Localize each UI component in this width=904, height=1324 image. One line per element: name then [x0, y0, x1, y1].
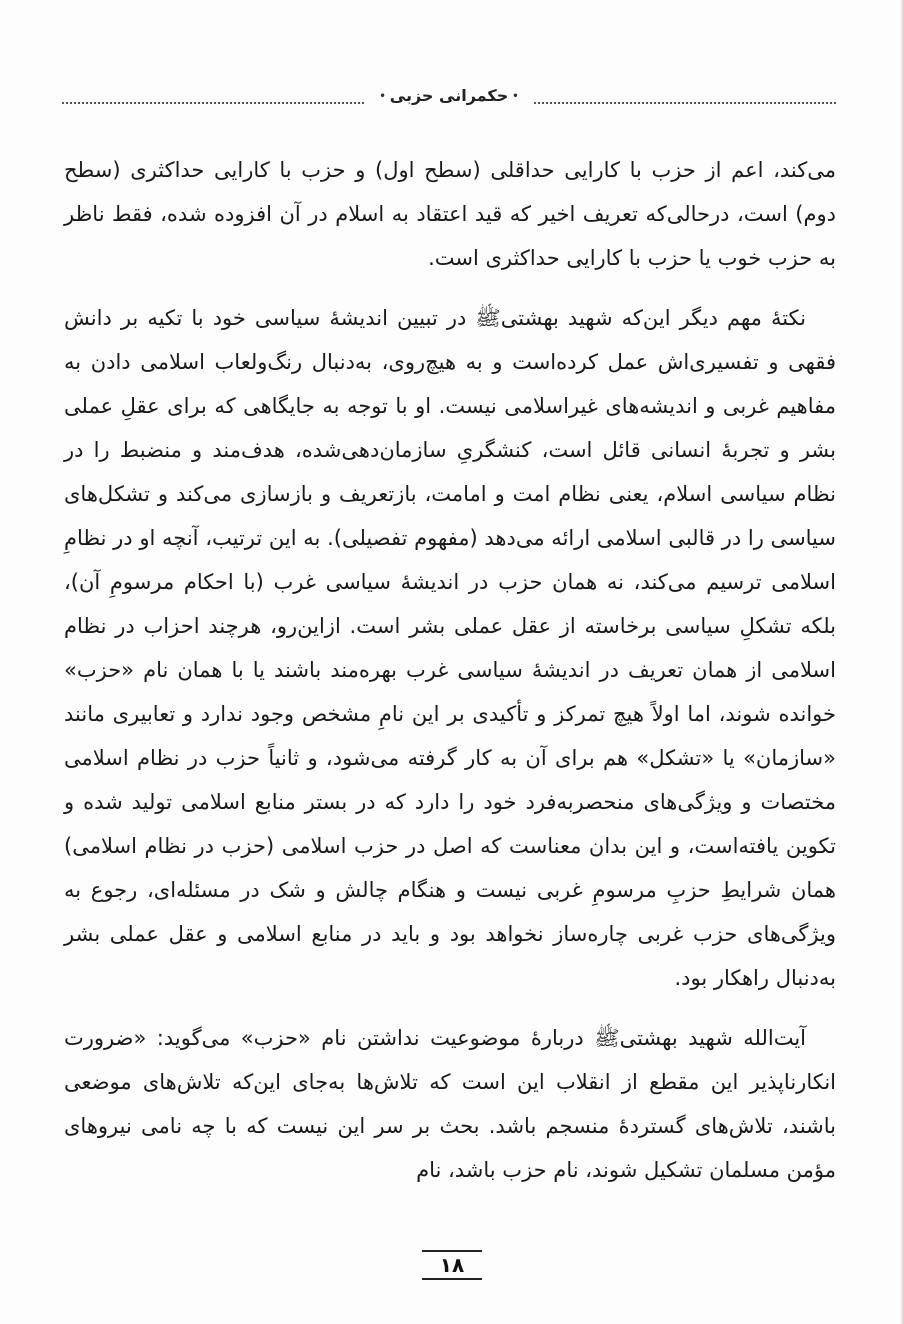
- page-edge-shadow: [900, 0, 904, 1324]
- paragraph-continuation: می‌کند، اعم از حزب با کارایی حداقلی (سطح اول) و حزب با کارایی حداکثری (سطح دوم) است، درحالی‌که تعریف اخیر که قید اعتقاد به اسلام در آن افزوده شده، فقط ناظر به حزب خوب یا حزب با کارایی حداکثری است.: [64, 158, 836, 270]
- page-footer: [0, 1250, 904, 1280]
- ornament-icon: •: [512, 91, 519, 102]
- page-number: ۱۸: [422, 1250, 482, 1280]
- running-header: [62, 84, 836, 114]
- paragraph: نکتۀ مهم دیگر این‌که شهید بهشتیﷺ در تبیین اندیشۀ سیاسی خود با تکیه بر دانش فقهی و تفسیری‌اش عمل کرده‌است و به هیچ‌روی، به‌دنبال رنگ‌ولعاب اسلامی دادن به مفاهیم غربی و اندیشه‌های غیراسلامی نیست. او با توجه به جایگاهی که برای عقلِ عملی بشر و تجربۀ انسانی قائل است، کنشگریِ سازمان‌دهی‌شده، هدف‌مند و منضبط را در نظام سیاسی اسلام، یعنی نظام امت و امامت، بازتعریف و بازسازی می‌کند و تشکل‌های سیاسی را در قالبی اسلامی ارائه می‌دهد (مفهوم تفصیلی). به این ترتیب، آنچه او در نظامِ اسلامی ترسیم می‌کند، نه همان حزب در اندیشۀ سیاسی غرب (با احکام مرسومِ آن)، بلکه تشکلِ سیاسی برخاسته از عقل عملی بشر است. ازاین‌رو، هرچند احزاب در نظام اسلامی از همان تعریف در اندیشۀ سیاسی غرب بهره‌مند باشند یا با همان نام «حزب» خوانده شوند، اما اولاً هیچ تمرکز و تأکیدی بر این نامِ مشخص وجود ندارد و تعابیری مانند «سازمان» یا «تشکل» هم برای آن به کار گرفته می‌شود، و ثانیاً حزب در نظام اسلامی مختصات و ویژگی‌های منحصربه‌فرد خود را دارد که در بستر منابع اسلامی تولید شده و تکوین یافته‌است، و این بدان معناست که اصل در حزب اسلامی (حزب در نظام اسلامی) همان شرایطِ حزبِ مرسومِ غربی نیست و هنگام چالش و شک در مسئله‌ای، رجوع به ویژگی‌های حزب غربی چاره‌ساز نخواهد بود و باید در منابع اسلامی و عقل عملی بشر به‌دنبال راهکار بود.: [64, 306, 836, 990]
- ornament-icon: •: [379, 91, 386, 102]
- body-text: [64, 148, 836, 1192]
- header-title-group: [365, 86, 532, 105]
- running-title: حکمرانی حزبی: [389, 86, 509, 105]
- paragraph: آیت‌الله شهید بهشتیﷺ دربارۀ موضوعیت نداشتن نام «حزب» می‌گوید: «ضرورت انکارناپذیر این مقطع از انقلاب این است که تلاش‌ها به‌جای این‌که تلاش‌های موضعی باشند، تلاش‌های گستردۀ منسجم باشد. بحث بر سر این نیست که با چه نامی نیروهای مؤمن مسلمان تشکیل شوند، نام حزب باشد، نام: [64, 1026, 836, 1182]
